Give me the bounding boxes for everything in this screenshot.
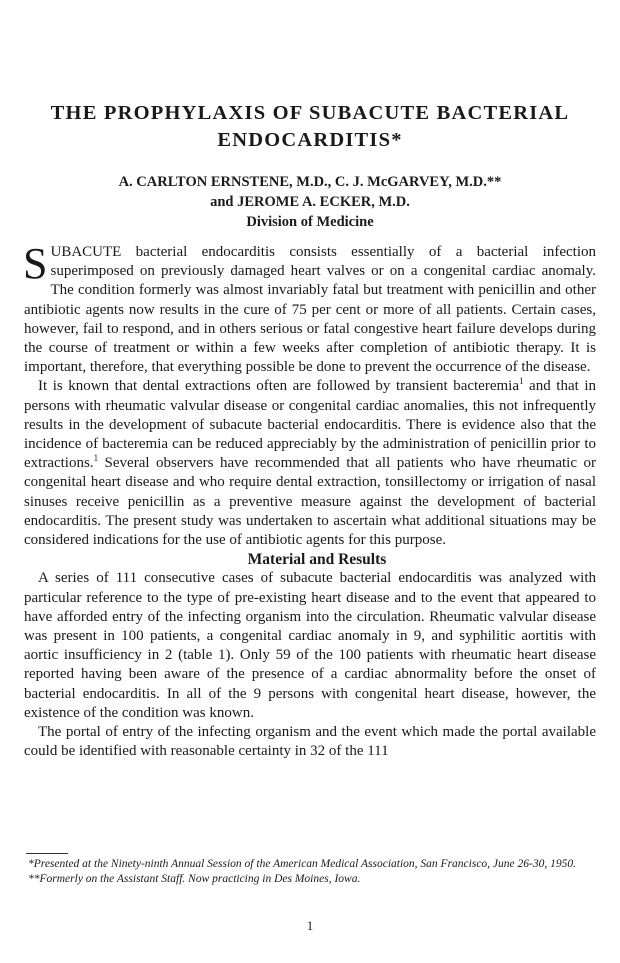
paragraph-4: The portal of entry of the infecting organism and the event which made the portal available could be identified with reasonable certainty in 32 of the 111 bbox=[24, 724, 596, 760]
division-affiliation: Division of Medicine bbox=[246, 214, 374, 230]
paragraph-2-text-c: Several observers have recommended that all patients who have rheumatic or congenital heart disease and who require dental extraction, tonsillectomy or irrigation of nasal sinuses receive penicillin as a preventive measure against the development of bacterial endocarditis. The present study was undertaken to ascertain what additional situations may be considered indications for the use of antibiotic agents for this purpose. bbox=[24, 455, 596, 549]
author-line-2: and JEROME A. ECKER, M.D. bbox=[210, 194, 410, 210]
paper-title: THE PROPHYLAXIS OF SUBACUTE BACTERIAL ENDOCARDITIS* bbox=[50, 102, 570, 151]
footnotes bbox=[24, 857, 598, 887]
drop-cap: S bbox=[23, 239, 48, 288]
footnote-rule bbox=[26, 853, 68, 854]
paragraph-2-text-a: It is known that dental extractions often are followed by transient bacteremia bbox=[38, 378, 519, 395]
section-heading: Material and Results bbox=[247, 551, 387, 569]
author-block bbox=[20, 172, 600, 232]
article-body bbox=[23, 239, 596, 761]
reference-superscript: 1 bbox=[93, 453, 99, 464]
author-line-1: A. CARLTON ERNSTENE, M.D., C. J. McGARVEY, M.D.** bbox=[118, 174, 502, 190]
reference-superscript: 1 bbox=[519, 376, 524, 387]
paragraph-1 bbox=[23, 239, 596, 377]
page-number: 1 bbox=[306, 918, 314, 933]
paragraph-2 bbox=[24, 377, 596, 550]
paragraph-2-text-b: and that in persons with rheumatic valvular disease or congenital cardiac anomalies, this not infrequently results in the development of subacute bacterial endocarditis. There is evidence also that the incidence of bacteremia can be reduced appreciably by the administration of penicillin prior to extractions. bbox=[24, 378, 596, 472]
footnote-2: **Formerly on the Assistant Staff. Now practicing in Des Moines, Iowa. bbox=[28, 873, 361, 885]
footnote-1: *Presented at the Ninety-ninth Annual Session of the American Medical Association, San Francisco, June 26-30, 1950. bbox=[28, 858, 576, 870]
paragraph-3: A series of 111 consecutive cases of subacute bacterial endocarditis was analyzed with particular reference to the type of pre-existing heart disease and to the event that appeared to have afforded entry of the infecting organism into the circulation. Rheumatic valvular disease was present in 100 patients, a congenital cardiac anomaly in 9, and syphilitic aortitis with aortic insufficiency in 2 (table 1). Only 59 of the 100 patients with rheumatic heart disease reported having been aware of the presence of a cardiac abnormality before the onset of bacterial endocarditis. In all of the 9 persons with congenital heart disease, however, the existence of the condition was known. bbox=[24, 570, 596, 721]
paragraph-1-text: UBACUTE bacterial endocarditis consists essentially of a bacterial infection superimposed on previously damaged heart valves or on a congenital cardiac anomaly. The condition formerly was almost invariably fatal but treatment with penicillin and other antibiotic agents now results in the cure of 75 per cent or more of all patients. Certain cases, however, fail to respond, and in others serious or fatal congestive heart failure develops during the course of treatment or within a few weeks after completion of antibiotic therapy. It is important, therefore, that everything possible be done to prevent the occurrence of the disease. bbox=[24, 244, 596, 376]
